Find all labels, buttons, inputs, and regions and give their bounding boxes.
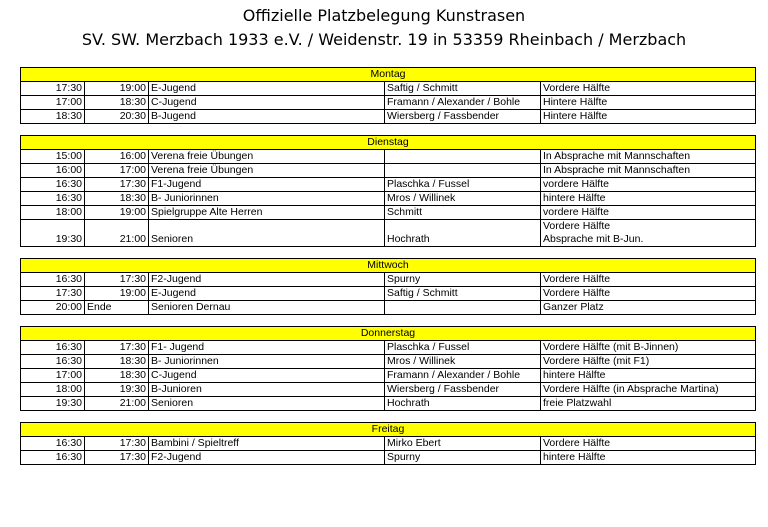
team-cell: C-Jugend (149, 369, 385, 383)
trainer-cell: Saftig / Schmitt (385, 82, 541, 96)
trainer-cell (385, 301, 541, 315)
start-time-cell: 18:00 (21, 206, 85, 220)
trainer-cell: Mros / Willinek (385, 192, 541, 206)
table-gap (20, 315, 755, 326)
area-line: Absprache mit B-Jun. (543, 233, 644, 245)
trainer-cell: Hochrath (385, 220, 541, 247)
team-cell: F2-Jugend (149, 273, 385, 287)
team-cell: Senioren Dernau (149, 301, 385, 315)
team-cell: B-Junioren (149, 383, 385, 397)
table-row (21, 369, 756, 383)
start-time-cell: 16:00 (21, 164, 85, 178)
trainer-cell: Saftig / Schmitt (385, 287, 541, 301)
table-row (21, 82, 756, 96)
area-cell: vordere Hälfte (541, 178, 756, 192)
trainer-cell: Plaschka / Fussel (385, 178, 541, 192)
start-time-cell: 17:00 (21, 369, 85, 383)
start-time-cell: 16:30 (21, 273, 85, 287)
start-time-cell: 16:30 (21, 451, 85, 465)
area-cell: vordere Hälfte (541, 206, 756, 220)
day-table (20, 422, 756, 465)
table-row (21, 164, 756, 178)
end-time-cell: 21:00 (85, 397, 149, 411)
end-time-cell: 18:30 (85, 96, 149, 110)
end-time-cell: 18:30 (85, 355, 149, 369)
trainer-cell (385, 164, 541, 178)
table-row (21, 301, 756, 315)
table-row (21, 192, 756, 206)
start-time-cell: 16:30 (21, 192, 85, 206)
table-row (21, 96, 756, 110)
day-table (20, 326, 756, 411)
area-cell: Vordere Hälfte (541, 437, 756, 451)
end-time-cell: 17:30 (85, 273, 149, 287)
table-row (21, 178, 756, 192)
area-cell: Ganzer Platz (541, 301, 756, 315)
page-subtitle: SV. SW. Merzbach 1933 e.V. / Weidenstr. 19 in 53359 Rheinbach / Merzbach (81, 30, 687, 49)
end-time-cell: 19:00 (85, 82, 149, 96)
end-time-cell: 20:30 (85, 110, 149, 124)
start-time-cell: 16:30 (21, 437, 85, 451)
end-time-cell: 18:30 (85, 192, 149, 206)
trainer-cell: Hochrath (385, 397, 541, 411)
trainer-cell: Wiersberg / Fassbender (385, 110, 541, 124)
trainer-cell: Plaschka / Fussel (385, 341, 541, 355)
table-gap (20, 247, 755, 258)
team-cell: Verena freie Übungen (149, 150, 385, 164)
day-header: Montag (21, 68, 756, 82)
trainer-cell: Spurny (385, 273, 541, 287)
area-cell: hintere Hälfte (541, 369, 756, 383)
table-row (21, 383, 756, 397)
end-time-cell: Ende (85, 301, 149, 315)
day-table (20, 67, 756, 124)
table-row (21, 273, 756, 287)
day-table (20, 135, 756, 247)
team-cell: E-Jugend (149, 82, 385, 96)
table-row (21, 355, 756, 369)
start-time-cell: 18:00 (21, 383, 85, 397)
trainer-cell: Wiersberg / Fassbender (385, 383, 541, 397)
end-time-cell: 18:30 (85, 369, 149, 383)
start-time-cell: 18:30 (21, 110, 85, 124)
table-row (21, 287, 756, 301)
trainer-cell: Mros / Willinek (385, 355, 541, 369)
team-cell: F1- Jugend (149, 341, 385, 355)
team-cell: C-Jugend (149, 96, 385, 110)
area-cell: In Absprache mit Mannschaften (541, 164, 756, 178)
team-cell: F2-Jugend (149, 451, 385, 465)
end-time-cell: 17:30 (85, 437, 149, 451)
table-row (21, 220, 756, 247)
start-time-cell: 20:00 (21, 301, 85, 315)
trainer-cell: Schmitt (385, 206, 541, 220)
day-table (20, 258, 756, 315)
team-cell: Verena freie Übungen (149, 164, 385, 178)
team-cell: F1-Jugend (149, 178, 385, 192)
team-cell: Senioren (149, 220, 385, 247)
table-gap (20, 124, 755, 135)
trainer-cell: Framann / Alexander / Bohle (385, 96, 541, 110)
team-cell: E-Jugend (149, 287, 385, 301)
area-cell: In Absprache mit Mannschaften (541, 150, 756, 164)
trainer-cell: Spurny (385, 451, 541, 465)
team-cell: Spielgruppe Alte Herren (149, 206, 385, 220)
area-cell (541, 220, 756, 247)
day-header: Donnerstag (21, 327, 756, 341)
area-cell: hintere Hälfte (541, 451, 756, 465)
end-time-cell: 17:30 (85, 451, 149, 465)
day-header: Freitag (21, 423, 756, 437)
trainer-cell (385, 150, 541, 164)
end-time-cell: 16:00 (85, 150, 149, 164)
table-row (21, 110, 756, 124)
table-row (21, 206, 756, 220)
area-cell: Hintere Hälfte (541, 96, 756, 110)
start-time-cell: 16:30 (21, 355, 85, 369)
start-time-cell: 17:30 (21, 287, 85, 301)
start-time-cell: 15:00 (21, 150, 85, 164)
area-cell: Hintere Hälfte (541, 110, 756, 124)
table-row (21, 341, 756, 355)
area-cell: Vordere Hälfte (mit B-Jinnen) (541, 341, 756, 355)
area-line: Vordere Hälfte (543, 220, 611, 232)
area-cell: Vordere Hälfte (in Absprache Martina) (541, 383, 756, 397)
area-cell: hintere Hälfte (541, 192, 756, 206)
end-time-cell: 17:00 (85, 164, 149, 178)
start-time-cell: 17:30 (21, 82, 85, 96)
team-cell: B- Juniorinnen (149, 192, 385, 206)
end-time-cell: 19:00 (85, 287, 149, 301)
area-cell: Vordere Hälfte (541, 273, 756, 287)
start-time-cell: 17:00 (21, 96, 85, 110)
table-row (21, 397, 756, 411)
trainer-cell: Mirko Ebert (385, 437, 541, 451)
area-cell: Vordere Hälfte (mit F1) (541, 355, 756, 369)
start-time-cell: 16:30 (21, 341, 85, 355)
end-time-cell: 17:30 (85, 178, 149, 192)
start-time-cell: 16:30 (21, 178, 85, 192)
area-cell: Vordere Hälfte (541, 287, 756, 301)
table-gap (20, 411, 755, 422)
area-cell: freie Platzwahl (541, 397, 756, 411)
end-time-cell: 21:00 (85, 220, 149, 247)
team-cell: Bambini / Spieltreff (149, 437, 385, 451)
end-time-cell: 17:30 (85, 341, 149, 355)
table-row (21, 437, 756, 451)
trainer-cell: Framann / Alexander / Bohle (385, 369, 541, 383)
table-row (21, 451, 756, 465)
start-time-cell: 19:30 (21, 220, 85, 247)
page-title: Offizielle Platzbelegung Kunstrasen (242, 6, 526, 25)
area-cell: Vordere Hälfte (541, 82, 756, 96)
team-cell: Senioren (149, 397, 385, 411)
schedule-sheet (20, 67, 755, 465)
start-time-cell: 19:30 (21, 397, 85, 411)
day-header: Mittwoch (21, 259, 756, 273)
table-row (21, 150, 756, 164)
team-cell: B-Jugend (149, 110, 385, 124)
end-time-cell: 19:00 (85, 206, 149, 220)
day-header: Dienstag (21, 136, 756, 150)
team-cell: B- Juniorinnen (149, 355, 385, 369)
end-time-cell: 19:30 (85, 383, 149, 397)
